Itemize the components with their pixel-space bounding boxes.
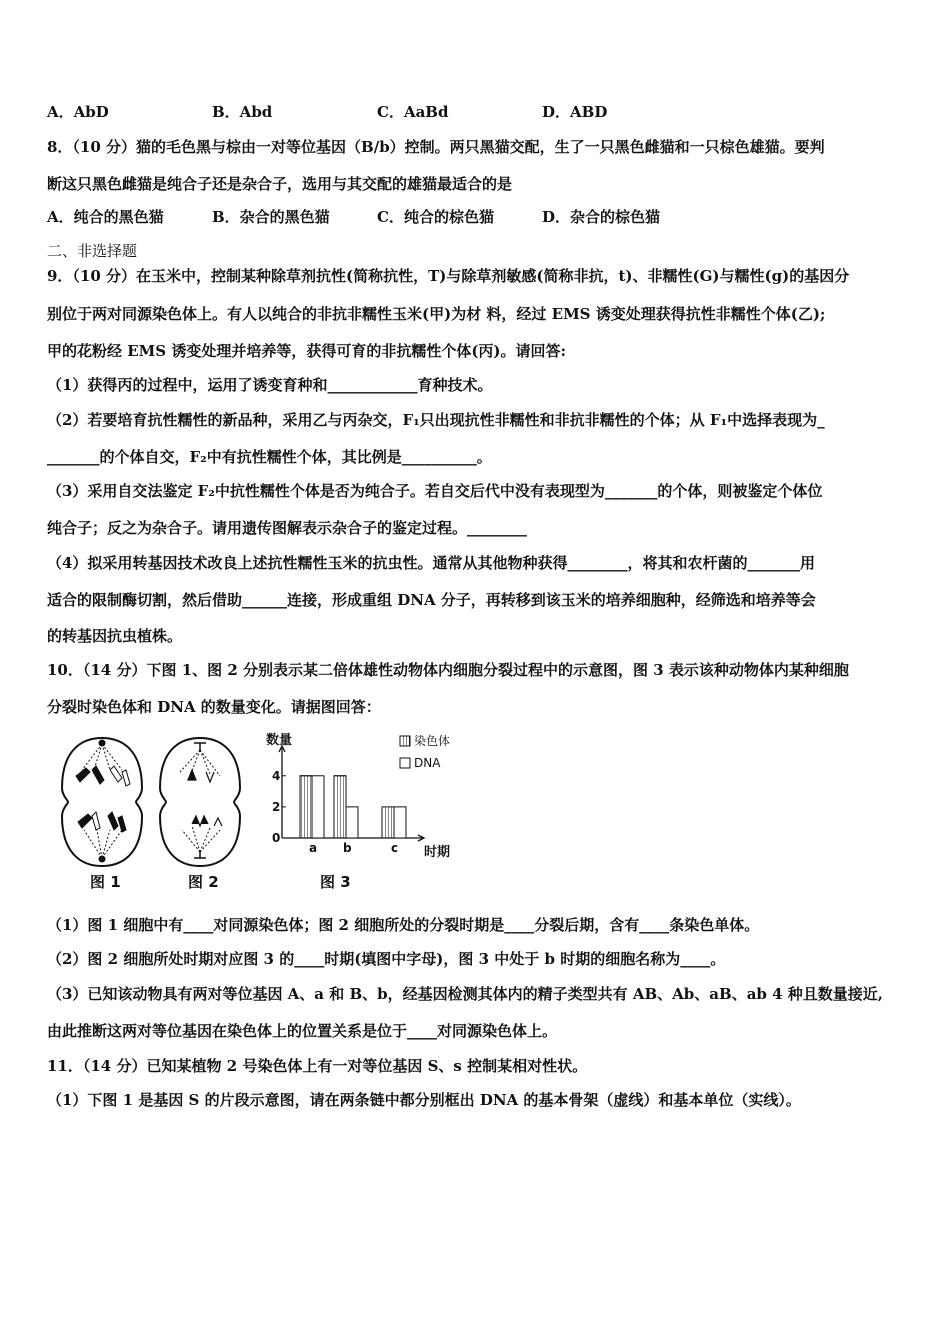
chart-x-tick-label: b [343,841,352,855]
chart-bar-chromosome-c [382,807,394,838]
q7-option-c: C．AaBd [377,103,449,121]
chart-y-label: 数量 [266,733,293,748]
figure3-chart [266,732,450,860]
figure2-label: 图 2 [188,873,219,891]
figure1-cell [62,738,142,866]
q8-option-d: D．杂合的棕色猫 [542,208,661,226]
q9-part-3b: 纯合子；反之为杂合子。请用遗传图解表示杂合子的鉴定过程。________ [47,519,528,537]
q9-part-4a: （4）拟采用转基因技术改良上述抗性糯性玉米的抗虫性。通常从其他物种获得________，将其和农杆菌的_______用 [47,554,815,572]
chart-bar-dna-c [394,807,406,838]
q7-option-b: B．Abd [212,103,273,121]
q8-option-b: B．杂合的黑色猫 [212,208,330,226]
q10-line-2: 分裂时染色体和 DNA 的数量变化。请据图回答： [47,698,381,716]
chart-bar-dna-b [346,807,358,838]
q10-line-1: 10．（14 分）下图 1、图 2 分别表示某二倍体雄性动物体内细胞分裂过程中的示意图，图 3 表示该种动物体内某种细胞 [47,661,849,679]
figure3-label: 图 3 [320,873,351,891]
figure1-label: 图 1 [90,873,121,891]
chart-y-tick-label: 2 [272,799,281,814]
q9-part-2a: （2）若要培育抗性糯性的新品种，采用乙与丙杂交，F₁只出现抗性非糯性和非抗非糯性的个体；从 F₁中选择表现为_ [47,411,825,429]
chart-x-tick-label: a [309,841,318,855]
section-title: 二、非选择题 [47,242,138,260]
legend-label-chromosome: 染色体 [414,734,451,748]
q7-option-a: A．AbD [47,103,109,121]
q9-line-1: 9．（10 分）在玉米中，控制某种除草剂抗性(简称抗性，T)与除草剂敏感(简称非抗，t)、非糯性(G)与糯性(g)的基因分 [47,267,850,285]
chart-x-label: 时期 [424,845,451,860]
q11-line-1: 11．（14 分）已知某植物 2 号染色体上有一对等位基因 S、s 控制某相对性状。 [47,1057,588,1075]
q9-part-3a: （3）采用自交法鉴定 F₂中抗性糯性个体是否为纯合子。若自交后代中没有表现型为_______的个体，则被鉴定个体位 [47,482,823,500]
q8-line-1: 8．（10 分）猫的毛色黑与棕由一对等位基因（B/b）控制。两只黑猫交配，生了一只黑色雌猫和一只棕色雄猫。要判 [47,138,825,156]
q7-option-d: D．ABD [542,103,608,121]
chart-y-tick-label: 0 [272,831,281,845]
q8-line-2: 断这只黑色雌猫是纯合子还是杂合子，选用与其交配的雄猫最适合的是 [47,175,513,193]
q9-part-4b: 适合的限制酶切割，然后借助______连接，形成重组 DNA 分子，再转移到该玉米的培养细胞种，经筛选和培养等会 [47,591,816,609]
chart-bar-chromosome-a [300,776,312,838]
chart-x-tick-label: c [391,841,399,855]
q8-option-a: A．纯合的黑色猫 [47,208,164,226]
figure2-cell [160,738,240,866]
chart-legend [400,733,450,770]
q9-part-1: （1）获得丙的过程中，运用了诱变育种和____________育种技术。 [47,376,493,394]
chart-bar-chromosome-b [334,776,346,838]
q10-part-3b: 由此推断这两对等位基因在染色体上的位置关系是位于____对同源染色体上。 [47,1022,558,1040]
q9-line-3: 甲的花粉经 EMS 诱变处理并培养等，获得可育的非抗糯性个体(丙)。请回答: [47,342,567,360]
q10-part-1: （1）图 1 细胞中有____对同源染色体；图 2 细胞所处的分裂时期是____分裂后期，含有____条染色单体。 [47,916,760,934]
q10-part-2: （2）图 2 细胞所处时期对应图 3 的____时期(填图中字母)，图 3 中处于 b 时期的细胞名称为____。 [47,950,726,968]
q8-option-c: C．纯合的棕色猫 [377,208,494,226]
chart-bar-dna-a [312,776,324,838]
legend-label-dna: DNA [414,756,441,770]
chart-y-tick-label: 4 [272,768,281,783]
q10-figure [52,730,472,900]
q11-part-1: （1）下图 1 是基因 S 的片段示意图，请在两条链中都分别框出 DNA 的基本骨架（虚线）和基本单位（实线）。 [47,1091,801,1109]
q9-part-4c: 的转基因抗虫植株。 [47,627,183,645]
q9-line-2: 别位于两对同源染色体上。有人以纯合的非抗非糯性玉米(甲)为材 料，经过 EMS 诱变处理获得抗性非糯性个体(乙); [47,305,826,323]
q9-part-2b: _______的个体自交，F₂中有抗性糯性个体，其比例是__________。 [47,448,492,466]
q10-part-3a: （3）已知该动物具有两对等位基因 A、a 和 B、b，经基因检测其体内的精子类型共有 AB、Ab、aB、ab 4 种且数量接近, [47,985,884,1003]
